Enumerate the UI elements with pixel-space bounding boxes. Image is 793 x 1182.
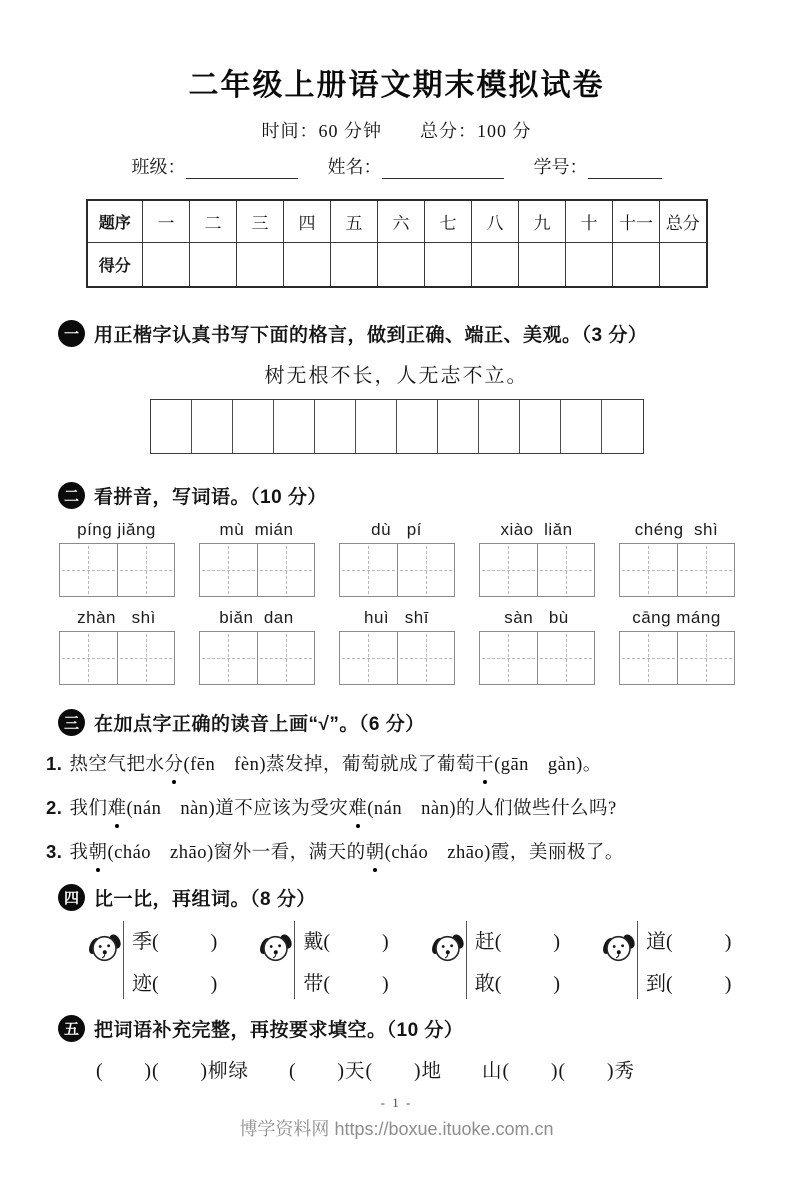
open-paren: ( — [323, 973, 331, 995]
question-number-cell: 一 — [143, 200, 190, 242]
character-cell — [340, 544, 397, 596]
question-number-cell: 三 — [237, 200, 284, 242]
character-cell — [200, 632, 257, 684]
maxim-text: 树无根不长，人无志不立。 — [264, 365, 529, 387]
section-4-header — [58, 884, 793, 911]
word-writing-box — [339, 631, 455, 685]
word-writing-box — [339, 543, 455, 597]
handwriting-box — [602, 400, 643, 453]
word-pair — [475, 925, 560, 996]
word-writing-box — [59, 543, 175, 597]
handwriting-box — [397, 400, 438, 453]
name-blank — [382, 159, 504, 179]
pronunciation-sentences — [46, 749, 773, 868]
section-3-header — [58, 709, 793, 736]
handwriting-box — [561, 400, 602, 453]
section-3-number-icon: 三 — [58, 709, 85, 736]
word-writing-box — [619, 631, 735, 685]
pinyin-word — [619, 608, 735, 685]
dog-icon — [431, 929, 465, 969]
sentence-number: 2. — [46, 797, 63, 818]
word-pair-bottom — [132, 967, 217, 996]
idiom-blank-phrase: ( )天( )地 — [288, 1061, 442, 1082]
close-paren: ) — [724, 973, 732, 995]
pinyin-label: chéng shì — [634, 520, 719, 539]
pinyin-word — [619, 520, 735, 597]
score-cell — [237, 242, 284, 287]
divider-line — [294, 921, 295, 999]
close-paren: ) — [382, 931, 389, 953]
score-cell — [190, 242, 237, 287]
word-writing-box — [479, 631, 595, 685]
sentence-item — [46, 837, 773, 868]
exam-info: 时间：60 分钟 总分：100 分 — [261, 121, 532, 141]
open-paren: ( — [152, 973, 159, 995]
handwriting-box — [233, 400, 274, 453]
idiom-blank-phrase: ( )( )柳绿 — [96, 1061, 249, 1082]
question-order-header: 题序 — [87, 200, 143, 242]
pinyin-row-2 — [0, 608, 793, 685]
word-pair — [132, 925, 217, 996]
pinyin-word — [59, 520, 175, 597]
score-cell — [331, 242, 378, 287]
sentence-number: 1. — [46, 753, 63, 774]
question-number-cell: 二 — [190, 200, 237, 242]
score-cell — [143, 242, 190, 287]
question-number-cell: 十一 — [613, 200, 660, 242]
pinyin-label: píng jiǎng — [77, 520, 156, 539]
student-id-field — [534, 153, 662, 179]
open-paren: ( — [323, 931, 331, 953]
question-number-cell: 七 — [425, 200, 472, 242]
student-id-blank — [588, 159, 662, 179]
section-2-number-icon: 二 — [58, 482, 85, 509]
handwriting-grid — [150, 399, 644, 454]
character: 到 — [646, 973, 667, 995]
pinyin-word — [199, 520, 315, 597]
character-cell — [340, 632, 397, 684]
character-cell — [480, 632, 537, 684]
character-cell — [677, 544, 734, 596]
word-pair-top — [646, 925, 731, 954]
character: 赶 — [474, 931, 495, 953]
open-paren: ( — [494, 931, 502, 953]
section-5-title: 把词语补充完整，再按要求填空。（10 分） — [94, 1020, 464, 1041]
pinyin-label: cāng máng — [632, 608, 721, 627]
sentence-text: (cháo zhāo)窗外一看，满天的 — [107, 843, 366, 863]
sentence-text: 我 — [69, 843, 89, 863]
word-writing-box — [619, 543, 735, 597]
close-paren: ) — [724, 931, 732, 953]
page-number: - 1 - — [380, 1095, 413, 1110]
open-paren: ( — [494, 973, 502, 995]
word-writing-box — [199, 543, 315, 597]
student-id-label: 学号： — [533, 157, 588, 177]
word-pair-bottom — [303, 967, 388, 996]
fill-in-blanks-line — [96, 1055, 793, 1083]
pinyin-label: mù mián — [219, 520, 294, 539]
open-paren: ( — [666, 973, 673, 995]
score-cell — [472, 242, 519, 287]
character: 敢 — [474, 973, 495, 995]
class-field — [132, 153, 298, 179]
character-cell — [257, 544, 314, 596]
character-cell — [60, 632, 117, 684]
pinyin-label: dù pí — [371, 520, 422, 539]
sentence-text: 我们 — [69, 799, 108, 819]
pinyin-label: biǎn dan — [219, 608, 294, 627]
dotted-character: 难 — [107, 794, 126, 824]
sentence-text: (nán nàn)道不应该为受灾 — [126, 799, 349, 819]
open-paren: ( — [152, 931, 159, 953]
word-pair-top — [475, 925, 560, 954]
character-cell — [537, 632, 594, 684]
sentence-item — [46, 749, 773, 780]
section-4-number-icon: 四 — [58, 884, 85, 911]
question-number-cell: 五 — [331, 200, 378, 242]
question-number-cell: 总分 — [660, 200, 707, 242]
score-table — [86, 199, 708, 288]
section-5-number-icon: 五 — [58, 1015, 85, 1042]
close-paren: ) — [210, 973, 218, 995]
score-cell — [378, 242, 425, 287]
close-paren: ) — [553, 973, 561, 995]
pinyin-label: xiào liǎn — [500, 520, 573, 539]
dotted-character: 难 — [348, 794, 367, 824]
dog-peek-decoration — [602, 925, 638, 997]
sentence-text: (cháo zhāo)霞，美丽极了。 — [384, 843, 624, 863]
name-field — [328, 153, 504, 179]
score-cell — [613, 242, 660, 287]
score-cell — [284, 242, 331, 287]
pinyin-word — [479, 608, 595, 685]
word-pair-bottom — [646, 967, 731, 996]
character-cell — [200, 544, 257, 596]
character-cell — [117, 544, 174, 596]
handwriting-box — [274, 400, 315, 453]
section-2-title: 看拼音，写词语。（10 分） — [94, 487, 327, 508]
handwriting-box — [151, 400, 192, 453]
pinyin-word — [199, 608, 315, 685]
pinyin-word — [479, 520, 595, 597]
handwriting-box — [356, 400, 397, 453]
handwriting-box — [315, 400, 356, 453]
compare-words-row — [88, 925, 793, 997]
character: 迹 — [132, 973, 152, 995]
class-blank — [186, 159, 298, 179]
score-table-question-row — [87, 200, 707, 242]
pinyin-word — [59, 608, 175, 685]
question-number-cell: 六 — [378, 200, 425, 242]
pinyin-label: zhàn shì — [77, 608, 156, 627]
handwriting-box — [520, 400, 561, 453]
open-paren: ( — [666, 931, 673, 953]
handwriting-box — [192, 400, 233, 453]
compare-word-group — [259, 925, 388, 997]
idiom-blank-phrase: 山( )( )秀 — [481, 1061, 635, 1082]
character: 道 — [646, 931, 667, 953]
word-writing-box — [479, 543, 595, 597]
score-cell — [660, 242, 707, 287]
dog-icon — [602, 929, 636, 969]
divider-line — [466, 921, 467, 999]
dog-icon — [259, 929, 293, 969]
word-pair-top — [303, 925, 388, 954]
character-cell — [397, 544, 454, 596]
character-cell — [480, 544, 537, 596]
dog-icon — [88, 929, 122, 969]
sentence-text: 热空气把水 — [69, 755, 165, 775]
section-2-header — [58, 482, 793, 509]
close-paren: ) — [553, 931, 561, 953]
site-watermark: 博学资料网 https://boxue.ituoke.com.cn — [239, 1119, 554, 1139]
class-label: 班级： — [131, 157, 186, 177]
character: 戴 — [303, 931, 324, 953]
pinyin-row-1 — [0, 520, 793, 597]
dotted-character: 干 — [475, 750, 494, 780]
student-fields — [0, 153, 793, 179]
section-4-title: 比一比，再组词。（8 分） — [94, 889, 316, 910]
character-cell — [117, 632, 174, 684]
score-table-score-row — [87, 242, 707, 287]
character-cell — [620, 632, 677, 684]
close-paren: ) — [210, 931, 218, 953]
compare-word-group — [88, 925, 217, 997]
section-5-header — [58, 1015, 793, 1042]
word-pair — [646, 925, 731, 996]
compare-word-group — [431, 925, 560, 997]
sentence-text: (fēn fèn)蒸发掉，葡萄就成了葡萄 — [183, 755, 476, 775]
dotted-character: 分 — [164, 750, 183, 780]
pinyin-label: sàn bù — [504, 608, 569, 627]
score-cell — [519, 242, 566, 287]
word-writing-box — [59, 631, 175, 685]
section-1-number-icon: 一 — [58, 320, 85, 347]
divider-line — [637, 921, 638, 999]
pinyin-label: huì shī — [364, 608, 429, 627]
word-pair-bottom — [475, 967, 560, 996]
handwriting-box — [479, 400, 520, 453]
word-writing-box — [199, 631, 315, 685]
character-cell — [397, 632, 454, 684]
sentence-text: (nán nàn)的人们做些什么吗? — [367, 799, 617, 819]
character-cell — [257, 632, 314, 684]
score-cell — [425, 242, 472, 287]
dog-peek-decoration — [259, 925, 295, 997]
word-pair — [303, 925, 388, 996]
score-cell — [566, 242, 613, 287]
character: 带 — [303, 973, 324, 995]
character-cell — [620, 544, 677, 596]
score-header: 得分 — [87, 242, 143, 287]
handwriting-box — [438, 400, 479, 453]
divider-line — [123, 921, 124, 999]
dotted-character: 朝 — [366, 838, 385, 868]
character-cell — [60, 544, 117, 596]
dog-peek-decoration — [431, 925, 467, 997]
word-pair-top — [132, 925, 217, 954]
dotted-character: 朝 — [88, 838, 107, 868]
character-cell — [677, 632, 734, 684]
pinyin-word — [339, 608, 455, 685]
close-paren: ) — [382, 973, 389, 995]
sentence-text: (gān gàn)。 — [494, 755, 602, 775]
sentence-number: 3. — [46, 841, 63, 862]
sentence-item — [46, 793, 773, 824]
pinyin-word — [339, 520, 455, 597]
section-1-title: 用正楷字认真书写下面的格言，做到正确、端正、美观。（3 分） — [94, 325, 648, 346]
compare-word-group — [602, 925, 731, 997]
question-number-cell: 八 — [472, 200, 519, 242]
page-title: 二年级上册语文期末模拟试卷 — [188, 69, 605, 102]
section-3-title: 在加点字正确的读音上画“√”。（6 分） — [94, 714, 425, 735]
character: 季 — [132, 931, 152, 953]
question-number-cell: 四 — [284, 200, 331, 242]
exam-page — [0, 60, 793, 1182]
dog-peek-decoration — [88, 925, 124, 997]
name-label: 姓名： — [327, 157, 382, 177]
section-1-header — [58, 320, 793, 347]
question-number-cell: 九 — [519, 200, 566, 242]
character-cell — [537, 544, 594, 596]
question-number-cell: 十 — [566, 200, 613, 242]
